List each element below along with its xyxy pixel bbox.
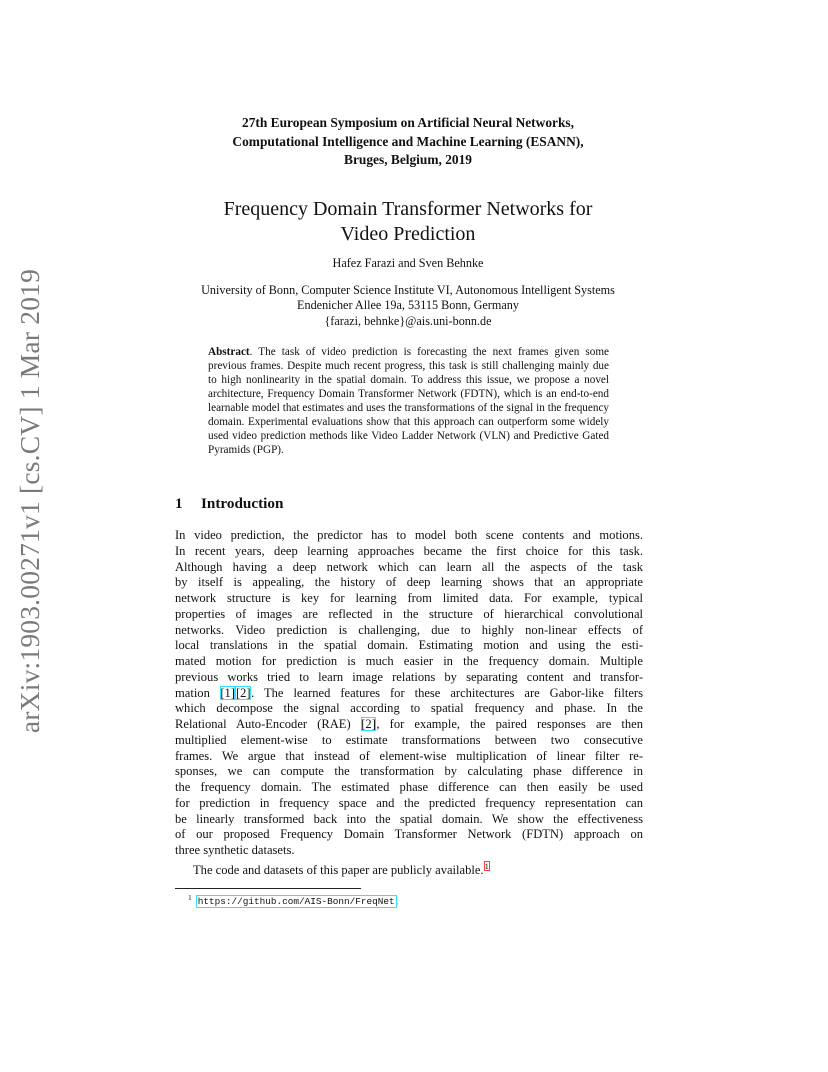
body-text-segment: , for example, the paired responses are then [376,717,643,731]
body-line [175,717,643,733]
body-line: networks. Video prediction is challenging, due to highly non-linear effects of [175,622,643,637]
arxiv-identifier-text: arXiv:1903.00271v1 [cs.CV] 1 Mar 2019 [14,268,45,734]
footnote-url-link[interactable]: https://github.com/AIS-Bonn/FreqNet [197,896,395,908]
abstract-text: . The task of video prediction is forecasting the next frames given some previous frames. Despite much recent progress, this task is still challenging mainly due to high nonlinearity in the spatial domain. To address this issue, we propose a novel architecture, Frequency Domain Transformer Network (FDTN), which is an end-to-end learnable model that estimates and uses the transformations of the signal in the frequency domain. Experimental evaluations show that this approach can outperform some widely used video prediction methods like Video Ladder Network (VLN) and Predictive Gated Pyramids (PGP). [208,346,609,457]
body-line: Although having a deep network which can learn all the aspects of the task [175,559,643,574]
body-line: for prediction in frequency space and the predicted frequency representation can [175,795,643,810]
introduction-body [175,528,643,879]
body-line: the frequency domain. The estimated phase difference can then easily be used [175,780,643,794]
body-line: In video prediction, the predictor has to model both scene contents and motions. [175,528,643,542]
body-text-segment: Relational Auto-Encoder (RAE) [175,717,361,731]
body-line: previous works tried to learn image relations by separating content and transfor- [175,669,643,684]
affiliation-line: Endenicher Allee 19a, 53115 Bonn, Germany [297,298,519,313]
paper-title [150,197,666,246]
body-line [175,686,643,702]
title-line: Frequency Domain Transformer Networks for [223,198,593,220]
venue-line: Computational Intelligence and Machine Learning (ESANN), [232,133,584,149]
footnote-trail: . [395,896,399,908]
authors: Hafez Farazi and Sven Behnke [332,256,484,270]
affiliation-line: University of Bonn, Computer Science Institute VI, Autonomous Intelligent Systems [201,283,615,297]
affiliation-email: {farazi, behnke}@ais.uni-bonn.de [324,313,492,328]
venue-header [150,114,666,170]
citation-link-2[interactable]: [2] [235,685,251,700]
arxiv-identifier [10,268,50,734]
body-line: frames. We argue that instead of element-wise multiplication of linear filter re- [175,748,643,763]
section-number: 1 [175,495,183,512]
body-line: three synthetic datasets. [175,843,295,857]
body-text-segment: mation [175,685,220,700]
body-line [175,859,643,879]
body-line: mated motion for prediction is much easier in the frequency domain. Multiple [175,654,643,668]
citation-link-2[interactable]: [2] [361,717,376,731]
body-line: In recent years, deep learning approaches became the first choice for this task. [175,543,643,558]
body-line: sponses, we can compute the transformation by calculating phase difference in [175,764,643,779]
body-line: be linearly transformed back into the spatial domain. We show the effectiveness [175,811,643,826]
footnote-divider [175,888,361,889]
venue-line: Bruges, Belgium, 2019 [344,152,472,167]
body-line: network structure is key for learning from limited data. For example, typical [175,591,643,605]
abstract-label: Abstract [208,346,250,358]
footnote [188,893,398,907]
footnote-link[interactable]: 1 [484,860,489,871]
citation-link-1[interactable]: [1] [220,685,235,700]
venue-line: 27th European Symposium on Artificial Neural Networks, [242,115,574,130]
body-line: by itself is appealing, the history of deep learning shows that an appropriate [175,575,643,590]
section-title: Introduction [201,495,284,512]
affiliation [150,283,666,329]
title-line: Video Prediction [340,222,476,245]
body-text-segment: The code and datasets of this paper are publicly available. [193,862,484,877]
body-line: multiplied element-wise to estimate transformations between two consecutive [175,732,643,747]
section-heading [175,495,283,513]
body-line: which decompose the signal according to spatial frequency and phase. In the [175,701,643,716]
body-line: local translations in the spatial domain. Estimating motion and using the esti- [175,638,643,653]
body-text-segment: . The learned features for these architectures are Gabor-like filters [251,685,643,700]
body-line: of our proposed Frequency Domain Transformer Network (FDTN) approach on [175,827,643,842]
abstract [208,345,609,457]
body-line: properties of images are reflected in the structure of hierarchical convolutional [175,606,643,621]
footnote-number: 1 [188,893,192,902]
